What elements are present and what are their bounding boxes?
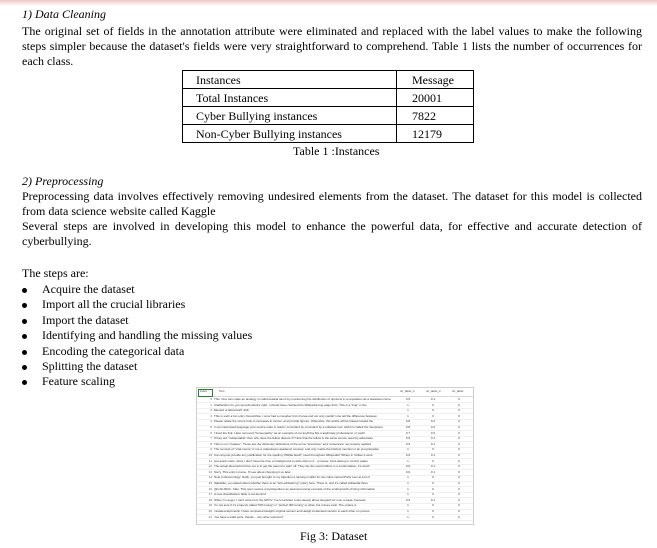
list-item xyxy=(19,297,252,312)
row-label-value: 1 xyxy=(407,408,409,413)
row-label-value: 0.9 xyxy=(405,436,411,441)
step-label: Import all the crucial libraries xyxy=(42,297,186,312)
row-text: modelexcerptmerlin I have compared Hedgil's original version and Hedgil condensed version to each other on porous xyxy=(214,509,370,513)
row-index: 1 xyxy=(210,402,212,407)
step-label: Import the dataset xyxy=(42,312,129,327)
table-header-message: Message xyxy=(397,71,474,89)
step-label: Feature scaling xyxy=(42,374,115,389)
row-label-value: 1 xyxy=(407,447,409,452)
row-label-value: 0.9 xyxy=(405,441,411,446)
steps-intro: The steps are: xyxy=(22,266,89,280)
bullet-icon xyxy=(22,350,27,355)
row-label-value: 0.3 xyxy=(430,430,436,435)
row-label-value: 1 xyxy=(407,486,409,491)
row-label-value: 0 xyxy=(458,419,460,424)
table-caption: Table 1 :Instances xyxy=(293,144,380,158)
row-text: Sjakkalle, you asked about whether there is an "anti-editwarring" policy here. There is, and it's called wikipedia:three xyxy=(214,481,368,485)
row-label-value: 0 xyxy=(458,430,460,435)
row-index: 14 xyxy=(208,475,212,480)
row-label-value: 0.1 xyxy=(430,453,436,457)
bullet-icon xyxy=(22,288,27,293)
row-label-value: 0.1 xyxy=(430,397,436,401)
row-label-value: 0 xyxy=(458,475,460,480)
instances-table xyxy=(182,70,474,143)
row-text: This is such a fun entry. Devotchka, I once had a coworker from Korea and not only couldn't she tell the difference between xyxy=(214,413,378,418)
table-cell-value: 12179 xyxy=(397,125,474,143)
row-text: This: One can make an analogy in mathematical terms by envisioning the distribution of opinions in a population as a Gaussian curve. xyxy=(214,397,392,401)
step-label: Identifying and handling the missing values xyxy=(42,328,253,343)
row-index: 5 xyxy=(210,425,212,429)
row-label-value: 0.9 xyxy=(405,397,411,401)
row-index: 0 xyxy=(210,397,212,401)
table-row xyxy=(183,89,474,107)
row-label-value: 0 xyxy=(458,464,460,469)
bullet-icon xyxy=(22,303,27,308)
column-header-index: index xyxy=(200,389,208,393)
top-decoration xyxy=(0,0,657,6)
row-text: I fixed the link; I also removed "homeopathy" as an example of not anything like a legitimate professional, or worth xyxy=(214,430,366,435)
row-label-value: 0 xyxy=(432,492,434,497)
column-header-label-2: oh_label_2 xyxy=(426,389,441,393)
row-index: 7 xyxy=(210,436,212,441)
row-label-value: 0 xyxy=(432,402,434,407)
list-item xyxy=(19,313,252,328)
row-text: Can anyone provide any justification for the spelling "Middle Earth" used throughout Wikipedia? Where in Tolkien's work xyxy=(214,453,373,457)
section-heading-preprocessing: 2) Preprocessing xyxy=(22,174,104,188)
row-label-value: 0 xyxy=(432,447,434,452)
preprocessing-paragraph-1: Preprocessing data involves effectively removing undesired elements from the dataset. The dataset for this model is collected from data science website called Kaggle xyxy=(22,189,642,218)
row-index: 4 xyxy=(210,419,212,424)
row-label-value: 0.9 xyxy=(405,453,411,457)
row-text: Clarification for you (and Zundark's right, I should have checked the Wikipedia bug page first). This is a "bug" in the xyxy=(214,402,367,407)
row-label-value: 0 xyxy=(458,497,460,502)
row-label-value: 0 xyxy=(458,425,460,429)
row-text: Sorry. This entry is lame, I'll see about chopping it up later. xyxy=(214,469,292,474)
row-label-value: 0 xyxy=(458,509,460,513)
row-label-value: 0 xyxy=(458,453,460,457)
row-text: When I'm angry, I can't write from the NPOV. I've let articles I care deeply about languish for over a week, because xyxy=(214,497,366,502)
row-index: 18 xyxy=(208,497,212,502)
step-label: Splitting the dataset xyxy=(42,358,138,373)
row-label-value: 1 xyxy=(407,481,409,485)
row-index: 16 xyxy=(208,486,212,491)
table-row xyxy=(197,515,473,521)
row-text: just quick notes, since I don't have the time or background to write well on it... purpose: fund-raising or control (sales xyxy=(214,458,368,463)
preprocessing-paragraph-2: Several steps are involved in developing this model to enhance the powerful data, for effective and accurate detection of cyberbullying. xyxy=(22,219,642,248)
row-index: 6 xyxy=(210,430,212,435)
row-text: If they are "indisputable" then why does the fellow dispute it? Note that the fellow is the same source used by advocates xyxy=(214,436,373,441)
table-row xyxy=(183,125,474,143)
row-label-value: 0.1 xyxy=(430,464,436,469)
column-header-text: Text xyxy=(219,389,225,393)
row-label-value: 0 xyxy=(458,458,460,463)
row-label-value: 0 xyxy=(458,397,460,401)
row-index: 12 xyxy=(208,464,212,469)
column-header-label: oh_label xyxy=(452,389,464,393)
bullet-icon xyxy=(22,365,27,370)
table-cell-label: Cyber Bullying instances xyxy=(183,107,397,125)
row-label-value: 0 xyxy=(432,503,434,508)
row-label-value: 0.1 xyxy=(430,436,436,441)
list-item xyxy=(19,359,252,374)
row-label-value: 0 xyxy=(432,514,434,519)
table-header-instances: Instances xyxy=(183,71,397,89)
row-label-value: 0 xyxy=(432,481,434,485)
row-text: Elected or Electorial? JHK xyxy=(214,408,249,413)
row-label-value: 1 xyxy=(407,509,409,513)
row-label-value: 1 xyxy=(407,492,409,497)
row-label-value: 0 xyxy=(458,514,460,519)
row-label-value: 0 xyxy=(458,492,460,497)
row-label-value: 0 xyxy=(458,413,460,418)
steps-list xyxy=(19,282,252,390)
table-cell-label: Total Instances xyxy=(183,89,397,107)
row-index: 10 xyxy=(208,453,212,457)
row-label-value: 1 xyxy=(407,514,409,519)
bullet-icon xyxy=(22,319,27,324)
section-heading-data-cleaning: 1) Data Cleaning xyxy=(22,7,106,21)
row-text: The actual idea behind time out is to get the parent to warn off. They are the real problem in a confrontation, it's worth xyxy=(214,464,370,469)
row-label-value: 0 xyxy=(458,408,460,413)
figure-caption: Fig 3: Dataset xyxy=(300,529,368,543)
row-index: 2 xyxy=(210,408,212,413)
row-label-value: 0.8 xyxy=(405,419,411,424)
list-item xyxy=(19,282,252,297)
row-index: 19 xyxy=(208,503,212,508)
row-label-value: 0 xyxy=(458,441,460,446)
step-label: Acquire the dataset xyxy=(42,282,135,296)
row-index: 21 xyxy=(208,514,212,519)
list-item xyxy=(19,328,252,343)
table-row xyxy=(183,107,474,125)
row-label-value: 0 xyxy=(458,436,460,441)
dataset-header-row xyxy=(197,388,473,397)
row-text: Note to Entomology: Hank, you just brought to my attention a naming conflict for two cities named Paris over at List of xyxy=(214,475,370,480)
row-label-value: 0.9 xyxy=(405,469,411,474)
table-cell-value: 7822 xyxy=(397,107,474,125)
row-label-value: 0.9 xyxy=(405,497,411,502)
row-index: 3 xyxy=(210,413,212,418)
step-label: Encoding the categorical data xyxy=(42,343,185,358)
row-label-value: 0.2 xyxy=(430,425,436,429)
row-label-value: 0 xyxy=(458,503,460,508)
row-label-value: 0.1 xyxy=(430,469,436,474)
row-label-value: 0 xyxy=(458,447,460,452)
row-text: This is not "creative". Those are the dictionary definitions of the terms "insurance" and "ensurance" as properly applied xyxy=(214,441,371,446)
row-label-value: 1 xyxy=(407,402,409,407)
bullet-icon xyxy=(22,334,27,339)
row-text: Please relate the ozone hole to increases in cancer, and provide figures. Otherwise, this article will be biased toward the xyxy=(214,419,374,424)
row-text: The concept of "viral meme" is not a mainstream academic concept, and only merits the briefest mention in an encyclopedia xyxy=(214,447,379,452)
column-header-label-1: oh_label_1 xyxy=(400,389,415,393)
row-text: [[11.02.0610 - Max: This open source encyclopedia is an awesome living example of the small growth of living information xyxy=(214,486,376,491)
row-label-value: 0.2 xyxy=(430,419,436,424)
row-index: 20 xyxy=(208,509,212,513)
row-index: 15 xyxy=(208,481,212,485)
row-label-value: 0 xyxy=(432,408,434,413)
row-text: I'm not sure if it's properly called "fifth tuning" or "perfect fifth tuning" or what, but it does exist. The octave is xyxy=(214,503,357,508)
row-label-value: 0 xyxy=(458,486,460,491)
row-index: 8 xyxy=(210,441,212,446)
row-text: A new classification table is at Hominid. xyxy=(214,492,267,497)
row-index: 13 xyxy=(208,469,212,474)
row-label-value: 0 xyxy=(458,469,460,474)
row-label-value: 0 xyxy=(432,413,434,418)
row-label-value: 0 xyxy=(432,509,434,513)
instances-table-header-row xyxy=(183,71,474,89)
table-cell-value: 20001 xyxy=(397,89,474,107)
row-text: You have a valid point, thanks... any other opinions? xyxy=(214,514,284,519)
row-index: 9 xyxy=(210,447,212,452)
row-label-value: 0.7 xyxy=(405,430,411,435)
data-cleaning-paragraph: The original set of fields in the annotation attribute were eliminated and replaced with the label values to make the following steps simpler because the dataset's fields were very straightforward to comprehend. Table 1 lists the number of occurrences for each class. xyxy=(22,24,642,68)
row-index: 17 xyxy=(208,492,212,497)
row-label-value: 1 xyxy=(407,458,409,463)
row-label-value: 0.8 xyxy=(405,425,411,429)
dataset-screenshot-figure xyxy=(196,387,474,525)
row-label-value: 0 xyxy=(458,481,460,485)
row-label-value: 0 xyxy=(432,486,434,491)
row-label-value: 0.1 xyxy=(430,441,436,446)
list-item xyxy=(19,344,252,359)
row-label-value: 1 xyxy=(407,475,409,480)
row-label-value: 0 xyxy=(432,458,434,463)
row-index: 11 xyxy=(208,458,212,463)
row-label-value: 0.1 xyxy=(430,497,436,502)
row-label-value: 0.9 xyxy=(405,464,411,469)
row-label-value: 0 xyxy=(432,475,434,480)
row-label-value: 1 xyxy=(407,413,409,418)
row-text: In an interpreted language your source code is read in command by command by a software tool, which is called the interpreter xyxy=(214,425,383,429)
row-label-value: 0 xyxy=(458,402,460,407)
bullet-icon xyxy=(22,380,27,385)
row-label-value: 1 xyxy=(407,503,409,508)
table-cell-label: Non-Cyber Bullying instances xyxy=(183,125,397,143)
